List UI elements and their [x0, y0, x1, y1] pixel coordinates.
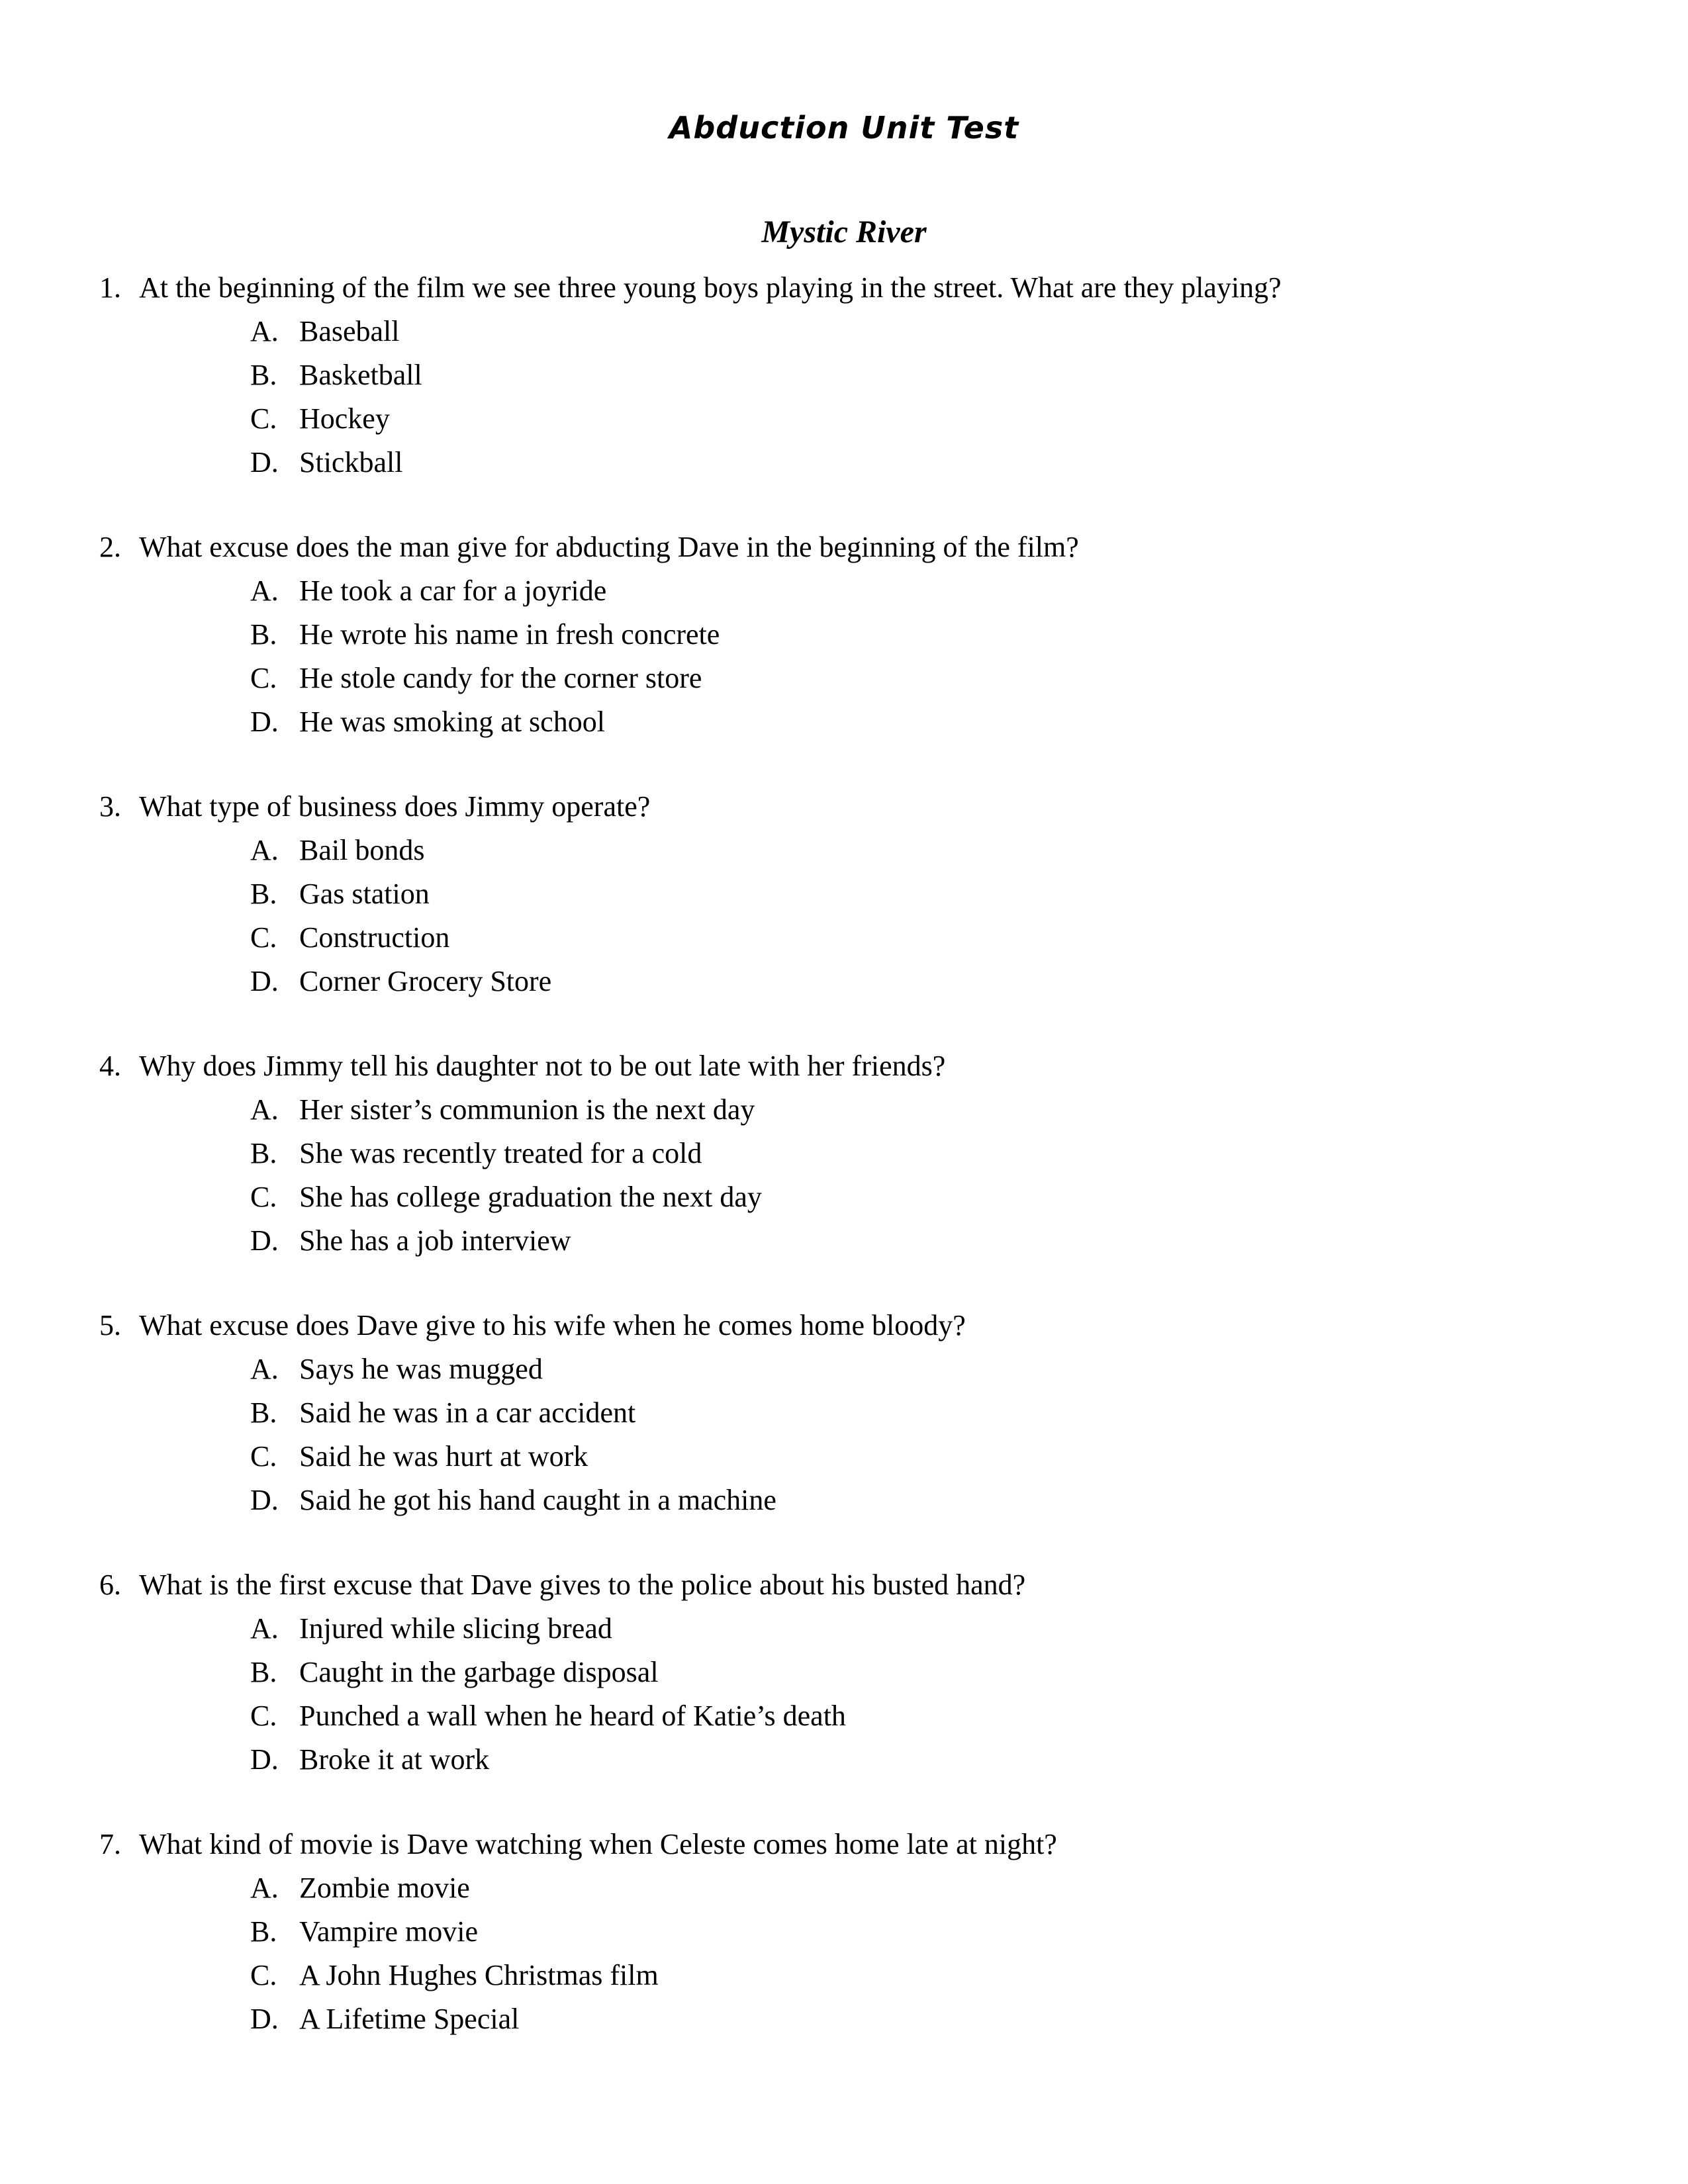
answer-option: [250, 397, 1589, 441]
option-letter: D.: [250, 705, 279, 738]
answer-option: [250, 1738, 1589, 1782]
option-text: Vampire movie: [299, 1915, 479, 1948]
question-line: [99, 266, 1589, 310]
option-letter: A.: [250, 1612, 279, 1645]
option-letter: B.: [250, 1656, 277, 1688]
option-text: Says he was mugged: [299, 1353, 543, 1385]
question: [99, 266, 1589, 484]
question-line: [99, 1044, 1589, 1088]
section-title: Mystic River: [761, 214, 927, 250]
question-text: What is the first excuse that Dave gives to the police about his busted hand?: [139, 1569, 1026, 1601]
option-text: Her sister’s communion is the next day: [299, 1093, 755, 1126]
option-text: Gas station: [299, 878, 430, 910]
question-number: 4.: [99, 1050, 121, 1082]
question: [99, 1563, 1589, 1782]
option-text: Hockey: [299, 402, 390, 435]
answer-option: [250, 1866, 1589, 1910]
question-line: [99, 785, 1589, 829]
option-letter: C.: [250, 1700, 277, 1732]
answer-option: [250, 1347, 1589, 1391]
option-letter: B.: [250, 1137, 277, 1169]
option-text: She was recently treated for a cold: [299, 1137, 702, 1169]
option-letter: A.: [250, 1093, 279, 1126]
option-list: [250, 1088, 1589, 1263]
question-list: [99, 266, 1589, 2041]
answer-option: [250, 657, 1589, 700]
option-letter: D.: [250, 965, 279, 997]
answer-option: [250, 569, 1589, 613]
option-letter: C.: [250, 921, 277, 954]
option-letter: C.: [250, 1181, 277, 1213]
answer-option: [250, 1479, 1589, 1522]
option-letter: A.: [250, 834, 279, 866]
answer-option: [250, 1997, 1589, 2041]
option-letter: C.: [250, 1440, 277, 1473]
option-text: Broke it at work: [299, 1743, 490, 1776]
option-letter: C.: [250, 402, 277, 435]
option-letter: A.: [250, 315, 279, 347]
answer-option: [250, 1694, 1589, 1738]
question-number: 2.: [99, 531, 121, 563]
option-text: A Lifetime Special: [299, 2003, 520, 2035]
page-title: Abduction Unit Test: [669, 110, 1019, 146]
question-line: [99, 1304, 1589, 1347]
option-letter: B.: [250, 1915, 277, 1948]
answer-option: [250, 829, 1589, 872]
answer-option: [250, 1435, 1589, 1479]
option-text: Baseball: [299, 315, 400, 347]
answer-option: [250, 1088, 1589, 1132]
option-list: [250, 1607, 1589, 1782]
option-text: Punched a wall when he heard of Katie’s death: [299, 1700, 846, 1732]
answer-option: [250, 700, 1589, 744]
option-text: Corner Grocery Store: [299, 965, 552, 997]
answer-option: [250, 1219, 1589, 1263]
answer-option: [250, 1651, 1589, 1694]
option-text: Bail bonds: [299, 834, 425, 866]
option-letter: B.: [250, 878, 277, 910]
question: [99, 1304, 1589, 1522]
option-list: [250, 569, 1589, 744]
answer-option: [250, 1391, 1589, 1435]
option-text: He wrote his name in fresh concrete: [299, 618, 720, 651]
option-letter: A.: [250, 1872, 279, 1904]
answer-option: [250, 872, 1589, 916]
option-list: [250, 310, 1589, 484]
option-text: Injured while slicing bread: [299, 1612, 612, 1645]
question: [99, 1823, 1589, 2041]
option-letter: D.: [250, 1224, 279, 1257]
answer-option: [250, 960, 1589, 1003]
answer-option: [250, 1910, 1589, 1954]
option-text: He stole candy for the corner store: [299, 662, 702, 694]
option-text: Caught in the garbage disposal: [299, 1656, 659, 1688]
option-text: Construction: [299, 921, 450, 954]
question: [99, 1044, 1589, 1263]
option-text: Stickball: [299, 446, 403, 478]
option-letter: C.: [250, 662, 277, 694]
option-letter: C.: [250, 1959, 277, 1991]
question-number: 5.: [99, 1309, 121, 1342]
option-text: She has college graduation the next day: [299, 1181, 762, 1213]
answer-option: [250, 310, 1589, 353]
option-text: Said he was hurt at work: [299, 1440, 588, 1473]
option-letter: D.: [250, 1484, 279, 1516]
option-text: Basketball: [299, 359, 422, 391]
question-line: [99, 525, 1589, 569]
option-list: [250, 1866, 1589, 2041]
question-text: What excuse does Dave give to his wife when he comes home bloody?: [139, 1309, 966, 1342]
answer-option: [250, 1175, 1589, 1219]
option-letter: B.: [250, 1396, 277, 1429]
question: [99, 785, 1589, 1003]
answer-option: [250, 353, 1589, 397]
question: [99, 525, 1589, 744]
question-number: 1.: [99, 271, 121, 304]
question-text: Why does Jimmy tell his daughter not to be out late with her friends?: [139, 1050, 946, 1082]
answer-option: [250, 916, 1589, 960]
option-text: Said he was in a car accident: [299, 1396, 636, 1429]
question-line: [99, 1823, 1589, 1866]
option-letter: D.: [250, 2003, 279, 2035]
question-line: [99, 1563, 1589, 1607]
question-text: At the beginning of the film we see three young boys playing in the street. What are they playing?: [139, 271, 1282, 304]
answer-option: [250, 1132, 1589, 1175]
question-number: 6.: [99, 1569, 121, 1601]
question-number: 7.: [99, 1828, 121, 1860]
answer-option: [250, 441, 1589, 484]
option-text: She has a job interview: [299, 1224, 571, 1257]
option-letter: A.: [250, 574, 279, 607]
question-text: What excuse does the man give for abducting Dave in the beginning of the film?: [139, 531, 1079, 563]
answer-option: [250, 1954, 1589, 1997]
option-letter: B.: [250, 359, 277, 391]
option-text: He took a car for a joyride: [299, 574, 607, 607]
question-text: What type of business does Jimmy operate?: [139, 790, 651, 823]
option-letter: D.: [250, 1743, 279, 1776]
option-text: Said he got his hand caught in a machine: [299, 1484, 776, 1516]
answer-option: [250, 613, 1589, 657]
option-letter: A.: [250, 1353, 279, 1385]
option-list: [250, 1347, 1589, 1522]
option-text: He was smoking at school: [299, 705, 605, 738]
answer-option: [250, 1607, 1589, 1651]
option-text: Zombie movie: [299, 1872, 470, 1904]
option-letter: B.: [250, 618, 277, 651]
option-text: A John Hughes Christmas film: [299, 1959, 659, 1991]
question-text: What kind of movie is Dave watching when Celeste comes home late at night?: [139, 1828, 1057, 1860]
option-list: [250, 829, 1589, 1003]
question-number: 3.: [99, 790, 121, 823]
option-letter: D.: [250, 446, 279, 478]
